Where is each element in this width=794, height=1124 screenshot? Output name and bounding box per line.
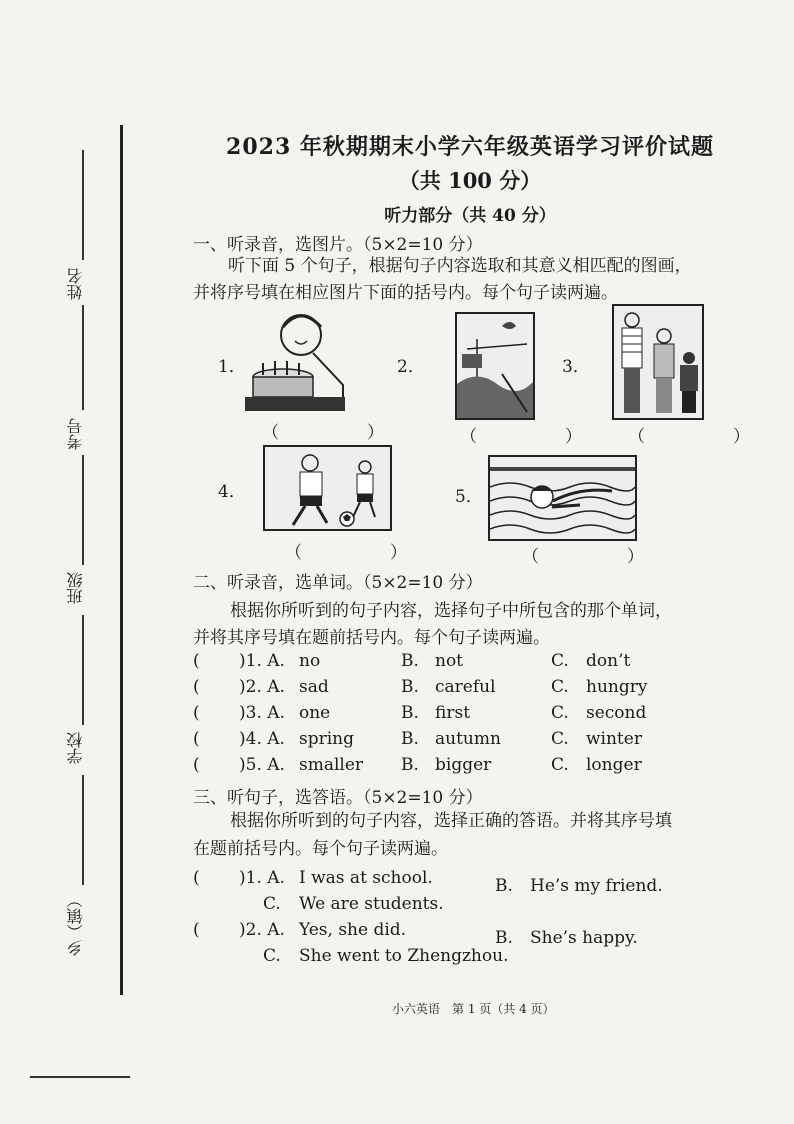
answer-blank[interactable]: （ ） (262, 423, 402, 443)
option-a: no (299, 651, 321, 671)
section1-heading: 一、听录音，选图片。（5×2=10 分） (193, 235, 483, 255)
option-b: bigger (435, 755, 492, 775)
answer-blank[interactable]: （ ） (460, 427, 600, 447)
town-label: 乡（镇） (66, 892, 85, 956)
option-b: careful (435, 677, 496, 697)
answer-paren[interactable]: ( (193, 677, 200, 697)
question-number: )1. A. (239, 868, 285, 888)
garden-icon (455, 312, 535, 420)
option-a: smaller (299, 755, 364, 775)
answer-blank[interactable]: （ ） (285, 543, 425, 563)
football-icon (263, 445, 392, 531)
answer-paren[interactable]: ( (193, 868, 200, 888)
section3-instruction: 根据你所听到的句子内容，选择正确的答语。并将其序号填 (230, 811, 672, 831)
option-b: She’s happy. (530, 928, 638, 948)
section1-instruction: 并将序号填在相应图片下面的括号内。每个句子读两遍。 (193, 283, 618, 303)
family-icon (612, 304, 704, 420)
question-row (193, 946, 753, 970)
exam-no-blank (82, 305, 84, 410)
option-c-label: C. (263, 946, 281, 966)
option-c-label: C. (263, 894, 281, 914)
answer-paren[interactable]: ( (193, 703, 200, 723)
option-a: spring (299, 729, 355, 749)
birthday-cake-icon (243, 305, 348, 413)
option-c-label: C. (551, 703, 569, 723)
question-row (193, 703, 753, 727)
answer-paren[interactable]: ( (193, 651, 200, 671)
class-blank (82, 455, 84, 565)
option-b-label: B. (495, 928, 513, 948)
divider (30, 1076, 130, 1078)
exam-subtitle: （共 100 分） (398, 168, 542, 193)
swimming-icon (488, 455, 637, 541)
exam-no-label: 考号 (66, 418, 85, 450)
picture-number: 2． (397, 357, 425, 377)
section3-instruction: 在题前括号内。每个句子读两遍。 (193, 839, 448, 859)
option-c-label: C. (551, 729, 569, 749)
option-b-label: B. (401, 677, 419, 697)
school-blank (82, 615, 84, 725)
option-c: winter (586, 729, 642, 749)
question-row (193, 755, 753, 779)
question-row (193, 894, 753, 918)
option-b-label: B. (401, 651, 419, 671)
answer-blank[interactable]: （ ） (522, 547, 662, 567)
picture-number: 1． (218, 357, 246, 377)
option-c: second (586, 703, 647, 723)
question-number: )1. A. (239, 651, 285, 671)
picture-number: 3． (562, 357, 590, 377)
page-footer: 小六英语 第 1 页（共 4 页） (392, 1002, 555, 1016)
option-a: one (299, 703, 331, 723)
question-row (193, 651, 753, 675)
section2-heading: 二、听录音，选单词。（5×2=10 分） (193, 573, 483, 593)
option-c: We are students. (299, 894, 444, 914)
option-b: He’s my friend. (530, 876, 663, 896)
option-c-label: C. (551, 677, 569, 697)
question-row (193, 677, 753, 701)
option-b: first (435, 703, 471, 723)
question-row (193, 729, 753, 753)
question-number: )4. A. (239, 729, 285, 749)
question-number: )2. A. (239, 677, 285, 697)
town-blank (82, 775, 84, 885)
option-c-label: C. (551, 651, 569, 671)
section3-heading: 三、听句子，选答语。（5×2=10 分） (193, 788, 483, 808)
answer-blank[interactable]: （ ） (628, 427, 768, 447)
question-number: )2. A. (239, 920, 285, 940)
section1-instruction: 听下面 5 个句子，根据句子内容选取和其意义相匹配的图画， (228, 256, 692, 276)
option-b-label: B. (401, 755, 419, 775)
answer-paren[interactable]: ( (193, 755, 200, 775)
question-number: )5. A. (239, 755, 285, 775)
option-b: autumn (435, 729, 501, 749)
binding-line (120, 125, 123, 995)
question-row (193, 920, 753, 948)
option-b-label: B. (401, 703, 419, 723)
option-a: I was at school. (299, 868, 433, 888)
exam-title: 2023 年秋期期末小学六年级英语学习评价试题 (226, 134, 714, 160)
option-c: don’t (586, 651, 631, 671)
option-c: longer (586, 755, 642, 775)
option-a: sad (299, 677, 329, 697)
option-b: not (435, 651, 464, 671)
name-blank (82, 150, 84, 260)
listening-heading: 听力部分（共 40 分） (384, 206, 556, 226)
picture-number: 4． (218, 482, 246, 502)
picture-number: 5． (455, 487, 483, 507)
option-a: Yes, she did. (299, 920, 407, 940)
option-b-label: B. (401, 729, 419, 749)
option-c: hungry (586, 677, 648, 697)
question-row (193, 868, 753, 896)
class-label: 班级 (66, 572, 85, 604)
answer-paren[interactable]: ( (193, 729, 200, 749)
school-label: 学校 (66, 732, 85, 764)
section2-instruction: 根据你所听到的句子内容，选择句子中所包含的那个单词， (230, 601, 672, 621)
option-c-label: C. (551, 755, 569, 775)
name-label: 姓名 (66, 268, 85, 300)
question-number: )3. A. (239, 703, 285, 723)
answer-paren[interactable]: ( (193, 920, 200, 940)
option-b-label: B. (495, 876, 513, 896)
option-c: She went to Zhengzhou. (299, 946, 509, 966)
section2-instruction: 并将其序号填在题前括号内。每个句子读两遍。 (193, 628, 550, 648)
